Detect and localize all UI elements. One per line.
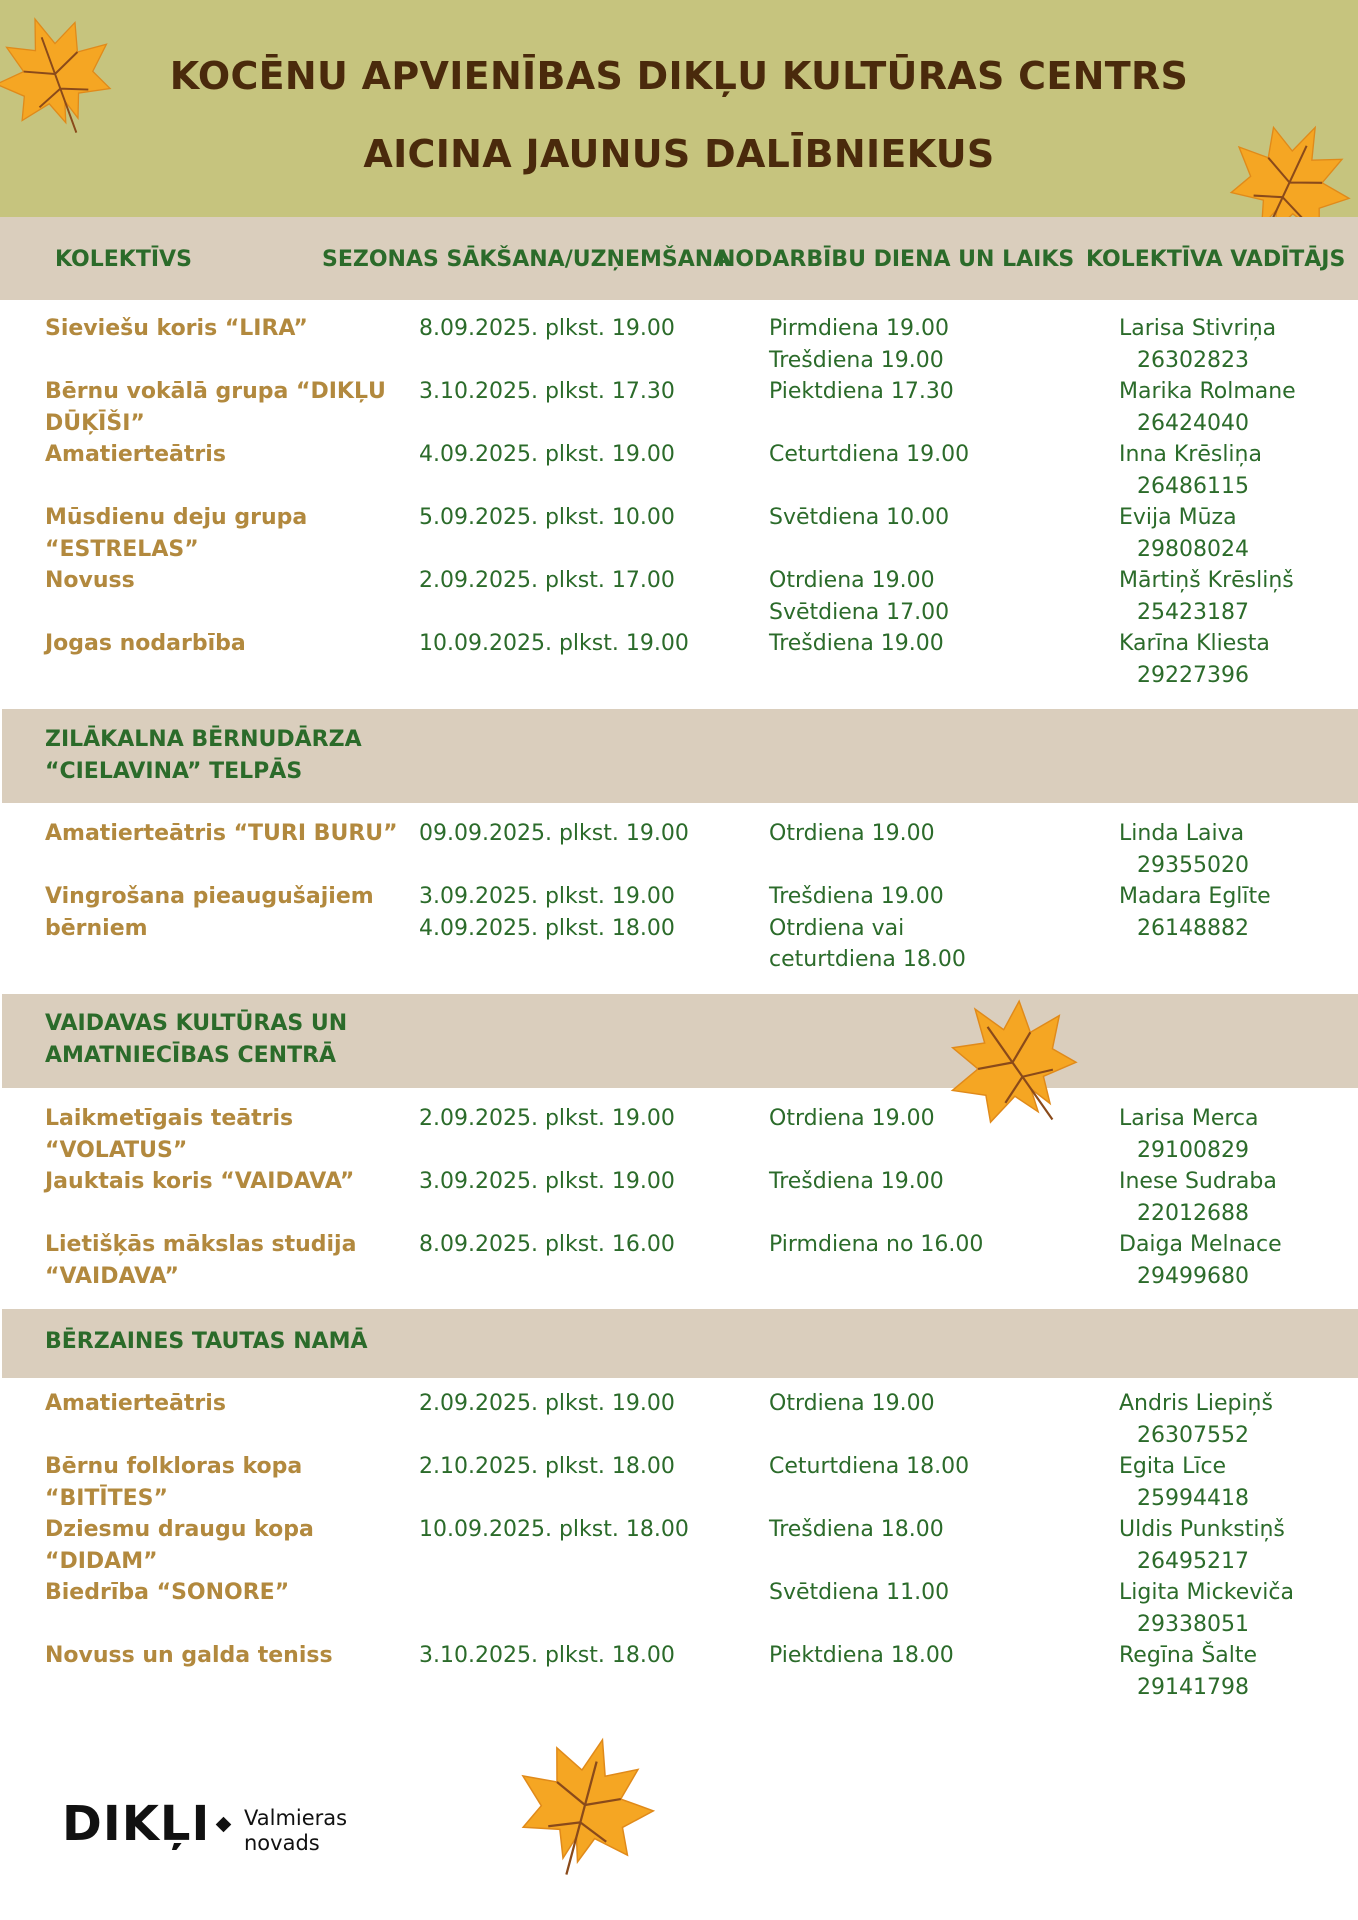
- leader-phone: 29100829: [1137, 1137, 1249, 1163]
- schedule: Trešdiena 18.00: [769, 1517, 944, 1542]
- leader-phone: 26307552: [1137, 1422, 1249, 1448]
- schedule: Otrdiena 19.00: [769, 1106, 935, 1131]
- leader-phone: 29355020: [1137, 852, 1249, 878]
- group-name: Novuss un galda teniss: [45, 1643, 333, 1668]
- section-header-berzaine: [2, 1309, 1358, 1378]
- schedule: Otrdiena 19.00 Svētdiena 17.00: [769, 568, 950, 625]
- schedule: Trešdiena 19.00: [769, 1169, 944, 1194]
- logo-diamond-icon: [216, 1816, 232, 1832]
- leader-name: Larisa Merca: [1119, 1106, 1259, 1131]
- schedule: Pirmdiena 19.00 Trešdiena 19.00: [769, 316, 949, 373]
- schedule: Trešdiena 19.00 Otrdiena vai ceturtdiena 18.00: [769, 884, 966, 972]
- group-name: Jogas nodarbība: [45, 631, 246, 656]
- season-start: 2.09.2025. plkst. 17.00: [419, 568, 675, 593]
- group-name: Amatierteātris “TURI BURU”: [45, 821, 398, 846]
- leader: [1119, 313, 1276, 376]
- leader: [1119, 1388, 1273, 1451]
- leader-phone: 29227396: [1137, 662, 1249, 688]
- column-leader: KOLEKTĪVA VADĪTĀJS: [1086, 247, 1346, 272]
- dikli-logo: [62, 1796, 348, 1855]
- leader-name: Egita Līce: [1119, 1454, 1227, 1479]
- section-title: BĒRZAINES TAUTAS NAMĀ: [45, 1329, 368, 1354]
- season-start: 8.09.2025. plkst. 16.00: [419, 1232, 675, 1257]
- schedule: Piektdiena 17.30: [769, 379, 954, 404]
- group-name: Amatierteātris: [45, 442, 226, 467]
- logo-wordmark: DIKĻI: [62, 1796, 211, 1852]
- schedule: Ceturtdiena 18.00: [769, 1454, 970, 1479]
- group-name: Vingrošana pieaugušajiem bērniem: [45, 884, 374, 941]
- leader-phone: 29808024: [1137, 536, 1249, 562]
- leader-name: Evija Mūza: [1119, 505, 1237, 530]
- leader-phone: 26486115: [1137, 473, 1249, 499]
- group-name: Mūsdienu deju grupa “ESTRELAS”: [45, 505, 308, 562]
- group-name: Jauktais koris “VAIDAVA”: [45, 1169, 355, 1194]
- leader-name: Mārtiņš Krēsliņš: [1119, 568, 1294, 593]
- season-start: 3.10.2025. plkst. 18.00: [419, 1643, 675, 1668]
- leader: [1119, 818, 1249, 881]
- leader-name: Marika Rolmane: [1119, 379, 1296, 404]
- logo-subtitle: Valmieras novads: [244, 1806, 348, 1855]
- group-name: Biedrība “SONORE”: [45, 1580, 290, 1605]
- leader-phone: 26148882: [1137, 915, 1249, 941]
- leader: [1119, 1166, 1277, 1229]
- leader-name: Inna Krēsliņa: [1119, 442, 1262, 467]
- leader-phone: 25423187: [1137, 599, 1249, 625]
- group-name: Dziesmu draugu kopa “DIDAM”: [45, 1517, 314, 1574]
- leader: [1119, 502, 1249, 565]
- leader-name: Uldis Punkstiņš: [1119, 1517, 1285, 1542]
- schedule: Trešdiena 19.00: [769, 631, 944, 656]
- group-name: Lietišķās mākslas studija “VAIDAVA”: [45, 1232, 357, 1289]
- leader-name: Larisa Stivriņa: [1119, 316, 1277, 341]
- leader-name: Linda Laiva: [1119, 821, 1245, 846]
- leader-name: Regīna Šalte: [1119, 1643, 1258, 1668]
- season-start: 4.09.2025. plkst. 19.00: [419, 442, 675, 467]
- leader: [1119, 1229, 1282, 1292]
- group-name: Amatierteātris: [45, 1391, 226, 1416]
- section-title: ZILĀKALNA BĒRNUDĀRZA “CIELAVINA” TELPĀS: [45, 727, 362, 784]
- leader: [1119, 1103, 1259, 1166]
- group-name: Novuss: [45, 568, 135, 593]
- schedule: Otrdiena 19.00: [769, 821, 935, 846]
- leader-phone: 29499680: [1137, 1263, 1249, 1289]
- season-start: 2.10.2025. plkst. 18.00: [419, 1454, 675, 1479]
- season-start: 09.09.2025. plkst. 19.00: [419, 821, 689, 846]
- season-start: 8.09.2025. plkst. 19.00: [419, 316, 675, 341]
- leader-name: Karīna Kliesta: [1119, 631, 1270, 656]
- header-banner: [0, 0, 1358, 217]
- section-header-zilakalns: [2, 709, 1358, 803]
- leader-name: Ligita Mickeviča: [1119, 1580, 1294, 1605]
- schedule: Svētdiena 11.00: [769, 1580, 950, 1605]
- leader: [1119, 1577, 1294, 1640]
- maple-leaf-icon: [0, 0, 120, 154]
- column-season: SEZONAS SĀKŠANA/UZŅEMŠANA: [322, 247, 731, 272]
- leader-phone: 29141798: [1137, 1674, 1249, 1700]
- schedule: Ceturtdiena 19.00: [769, 442, 970, 467]
- leader: [1119, 439, 1262, 502]
- leader: [1119, 1640, 1257, 1703]
- leader-phone: 29338051: [1137, 1611, 1249, 1637]
- leader-phone: 25994418: [1137, 1485, 1249, 1511]
- leader-phone: 26424040: [1137, 410, 1249, 436]
- season-start: 3.09.2025. plkst. 19.00: [419, 1169, 675, 1194]
- season-start: 10.09.2025. plkst. 19.00: [419, 631, 689, 656]
- group-name: Laikmetīgais teātris “VOLATUS”: [45, 1106, 294, 1163]
- group-name: Bērnu folkloras kopa “BITĪTES”: [45, 1454, 303, 1511]
- leader-phone: 26302823: [1137, 347, 1249, 373]
- leader: [1119, 1451, 1249, 1514]
- page-title-line2: AICINA JAUNUS DALĪBNIEKUS: [363, 132, 995, 176]
- leader: [1119, 881, 1271, 944]
- leader: [1119, 565, 1294, 628]
- schedule: Piektdiena 18.00: [769, 1643, 954, 1668]
- leader-name: Andris Liepiņš: [1119, 1391, 1273, 1416]
- maple-leaf-icon: [510, 1730, 660, 1880]
- leader-name: Madara Eglīte: [1119, 884, 1271, 909]
- season-start: 3.09.2025. plkst. 19.00 4.09.2025. plkst. 18.00: [419, 884, 675, 941]
- section-header-vaidava: [2, 994, 1358, 1088]
- schedule: Otrdiena 19.00: [769, 1391, 935, 1416]
- schedule: Svētdiena 10.00: [769, 505, 950, 530]
- season-start: 10.09.2025. plkst. 18.00: [419, 1517, 689, 1542]
- season-start: 3.10.2025. plkst. 17.30: [419, 379, 675, 404]
- leader: [1119, 1514, 1285, 1577]
- schedule: Pirmdiena no 16.00: [769, 1232, 984, 1257]
- season-start: 5.09.2025. plkst. 10.00: [419, 505, 675, 530]
- leader: [1119, 376, 1296, 439]
- group-name: Bērnu vokālā grupa “DIKĻU DŪĶĪŠI”: [45, 379, 386, 436]
- page-title-line1: KOCĒNU APVIENĪBAS DIKĻU KULTŪRAS CENTRS: [169, 54, 1189, 98]
- leader-name: Inese Sudraba: [1119, 1169, 1277, 1194]
- column-group: KOLEKTĪVS: [55, 247, 192, 272]
- column-schedule: NODARBĪBU DIENA UN LAIKS: [717, 247, 1075, 272]
- maple-leaf-icon: [940, 990, 1085, 1135]
- season-start: 2.09.2025. plkst. 19.00: [419, 1106, 675, 1131]
- column-header: [0, 217, 1358, 300]
- section-title: VAIDAVAS KULTŪRAS UN AMATNIECĪBAS CENTRĀ: [45, 1011, 348, 1068]
- leader-name: Daiga Melnace: [1119, 1232, 1282, 1257]
- leader-phone: 22012688: [1137, 1200, 1249, 1226]
- group-name: Sieviešu koris “LIRA”: [45, 316, 308, 341]
- season-start: 2.09.2025. plkst. 19.00: [419, 1391, 675, 1416]
- leader-phone: 26495217: [1137, 1548, 1249, 1574]
- leader: [1119, 628, 1270, 691]
